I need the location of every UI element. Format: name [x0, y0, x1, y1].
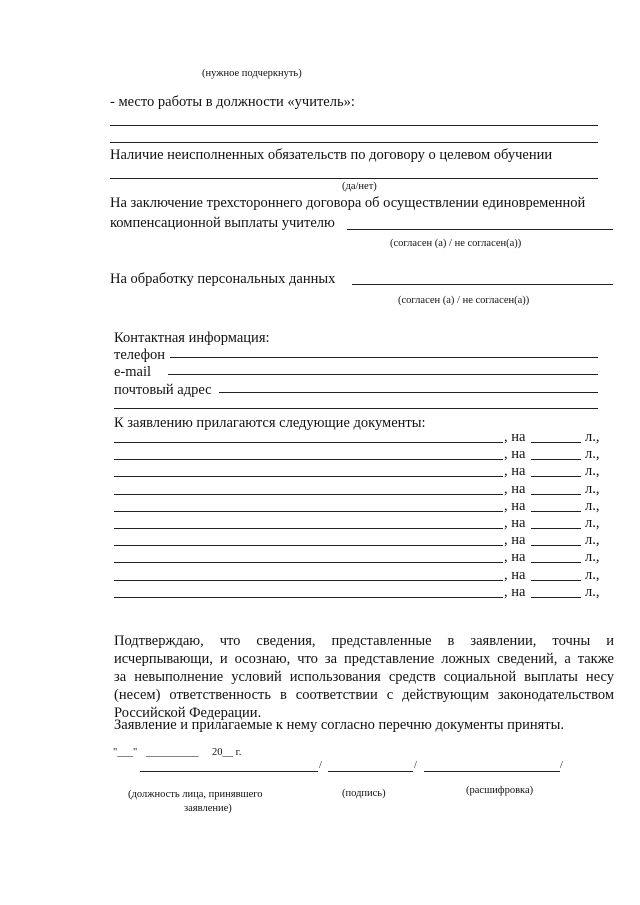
documents-label: К заявлению прилагаются следующие документы:: [114, 415, 426, 431]
document-pages-field[interactable]: [531, 528, 581, 529]
document-na-label: , на: [504, 515, 526, 531]
document-name-field[interactable]: [114, 597, 503, 598]
document-na-label: , на: [504, 463, 526, 480]
confirm-line-4: (несем) ответственность в соответствии с действующим законодательством: [114, 687, 614, 703]
contact-title: Контактная информация:: [114, 330, 270, 346]
tripartite-label-line2: компенсационной выплаты учителю: [110, 215, 335, 231]
document-na-label: , на: [504, 446, 526, 463]
confirm-line-1: Подтверждаю, что сведения, представленные в заявлении, точны и: [114, 633, 614, 649]
document-na-label: , на: [504, 549, 526, 566]
document-pages-field[interactable]: [531, 459, 581, 460]
confirm-line-5: Российской Федерации.: [114, 705, 262, 721]
document-name-field[interactable]: [114, 562, 503, 563]
slash-2: /: [414, 760, 417, 771]
document-pages-label: л.,: [585, 515, 600, 531]
personal-data-label: На обработку персональных данных: [110, 271, 336, 287]
document-na-label: , на: [504, 497, 526, 514]
document-pages-field[interactable]: [531, 442, 581, 443]
agree-hint-1: (согласен (а) / не согласен(а)): [390, 238, 522, 249]
decoding-line[interactable]: [424, 771, 560, 772]
yes-no-hint: (да/нет): [342, 181, 377, 192]
agree-hint-2: (согласен (а) / не согласен(а)): [398, 295, 530, 306]
document-pages-label: л.,: [585, 446, 600, 463]
document-pages-label: л.,: [585, 532, 600, 549]
document-pages-label: л.,: [585, 497, 600, 514]
work-place-label: - место работы в должности «учитель»:: [110, 94, 355, 110]
date-day[interactable]: "___": [113, 747, 138, 758]
document-pages-field[interactable]: [531, 494, 581, 495]
confirm-line-2: исчерпывающи, и осознаю, что за представление ложных сведений, а также: [114, 651, 614, 667]
document-pages-label: л.,: [585, 583, 600, 600]
document-na-label: , на: [504, 583, 526, 600]
document-name-field[interactable]: [114, 528, 503, 529]
document-pages-label: л.,: [585, 566, 600, 583]
document-name-field[interactable]: [114, 511, 503, 512]
document-na-label: , на: [504, 480, 526, 497]
tripartite-line[interactable]: [347, 229, 613, 230]
confirm-line-3: за невыполнение условий использования средств социальной выплаты несу: [114, 669, 614, 685]
postal-field[interactable]: [219, 392, 598, 393]
phone-label: телефон: [114, 347, 166, 363]
document-name-field[interactable]: [114, 545, 503, 546]
underline-hint: (нужное подчеркнуть): [202, 68, 302, 79]
work-place-line-1[interactable]: [110, 125, 598, 126]
document-name-field[interactable]: [114, 494, 503, 495]
tripartite-label-line1: На заключение трехстороннего договора об осуществлении единовременной: [110, 195, 586, 211]
date-month[interactable]: __________: [146, 747, 199, 758]
accepted-text: Заявление и прилагаемые к нему согласно перечню документы приняты.: [114, 717, 564, 733]
document-pages-label: л.,: [585, 429, 600, 445]
signature-line[interactable]: [328, 771, 413, 772]
document-pages-field[interactable]: [531, 597, 581, 598]
document-name-field[interactable]: [114, 580, 503, 581]
document-na-label: , на: [504, 566, 526, 583]
obligations-line[interactable]: [110, 178, 598, 179]
document-name-field[interactable]: [114, 442, 503, 443]
position-caption-2: заявление): [184, 803, 232, 814]
position-caption: (должность лица, принявшего: [128, 789, 263, 800]
slash-1: /: [319, 760, 322, 771]
decoding-caption: (расшифровка): [466, 785, 534, 796]
postal-field-2[interactable]: [114, 408, 598, 409]
email-field[interactable]: [168, 374, 598, 375]
document-pages-field[interactable]: [531, 562, 581, 563]
postal-label: почтовый адрес: [114, 382, 212, 398]
document-na-label: , на: [504, 532, 526, 549]
date-year[interactable]: 20__ г.: [212, 747, 242, 758]
document-pages-field[interactable]: [531, 580, 581, 581]
document-pages-field[interactable]: [531, 476, 581, 477]
signature-caption: (подпись): [342, 788, 386, 799]
document-pages-field[interactable]: [531, 545, 581, 546]
document-name-field[interactable]: [114, 476, 503, 477]
personal-data-line[interactable]: [352, 284, 613, 285]
slash-3: /: [560, 760, 563, 771]
work-place-line-2[interactable]: [110, 142, 598, 143]
document-na-label: , на: [504, 429, 526, 445]
phone-field[interactable]: [170, 357, 598, 358]
document-pages-label: л.,: [585, 549, 600, 566]
obligations-label: Наличие неисполненных обязательств по договору о целевом обучении: [110, 147, 553, 163]
document-pages-label: л.,: [585, 463, 600, 480]
position-signature-line[interactable]: [140, 771, 318, 772]
confirmation-text: [114, 632, 614, 722]
document-pages-label: л.,: [585, 480, 600, 497]
document-pages-field[interactable]: [531, 511, 581, 512]
document-name-field[interactable]: [114, 459, 503, 460]
email-label: e-mail: [114, 364, 152, 380]
